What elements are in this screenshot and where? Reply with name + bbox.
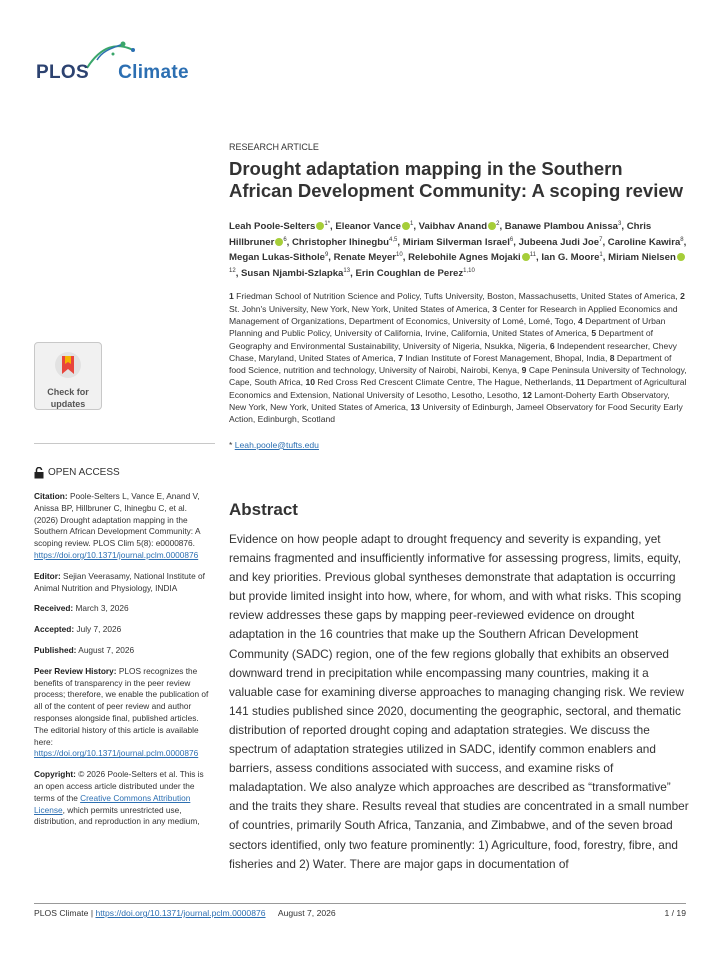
affiliation-text: Indian Institute of Forest Management, Bhopal, India,: [402, 352, 610, 363]
author: Relebohile Agnes Mojaki $^{11}$,: [408, 252, 542, 264]
author-affiliation-number: 7: [599, 236, 603, 243]
author: Leah Poole-Selters $^{1*}$,: [229, 221, 336, 233]
author-affiliation-number: 4,5: [389, 236, 398, 243]
affiliation-text: Lamont-Doherty Earth Observatory, New York, New York, United States of America,: [229, 389, 670, 413]
check-badge-label-1: Check for: [47, 387, 89, 397]
citation-doi-link[interactable]: https://doi.org/10.1371/journal.pclm.0000876: [34, 549, 199, 560]
affiliation-list: [229, 290, 687, 425]
citation: [34, 491, 212, 562]
editor-text: Sejian Veerasamy, National Institute of Animal Nutrition and Physiology, INDIA: [34, 570, 205, 593]
copyright: [34, 769, 212, 828]
logo-brand: PLOS: [36, 62, 89, 83]
affiliation-number: 8: [609, 352, 615, 363]
article-header: [229, 142, 687, 450]
citation-label: Citation:: [34, 491, 68, 501]
affiliation: [305, 377, 575, 387]
author-name: Erin Coughlan de Perez: [355, 267, 464, 279]
logo-journal-name: Climate: [118, 62, 189, 83]
author-name: Renate Meyer: [333, 252, 397, 264]
author: Chris Hillbruner $^6$,: [229, 221, 652, 248]
received: [34, 603, 212, 615]
affiliation-number: 6: [549, 340, 555, 351]
affiliation-number: 11: [575, 377, 585, 388]
author-name: Relebohile Agnes Mojaki: [408, 252, 521, 264]
author: Eleanor Vance $^1$,: [335, 221, 419, 233]
author: Christopher Ihinegbu$^{4,5}$,: [292, 236, 403, 248]
author-affiliation-number: 1,10: [463, 267, 475, 274]
published-label: Published:: [34, 644, 77, 655]
author-affiliation-number: 10: [396, 252, 403, 259]
creative-commons-link[interactable]: Creative Commons Attribution License: [34, 792, 191, 815]
author: Renate Meyer$^{10}$,: [333, 252, 409, 264]
author: Caroline Kawira$^8$,: [607, 236, 687, 248]
affiliation-text: Center for Research in Applied Economics and Management of Organizations, Department of Economics, University of Lomé, Lomé, Togo,: [229, 303, 678, 326]
author-affiliation-number: 9: [324, 252, 329, 259]
copyright-tail: , which permits unrestricted use, distribution, and reproduction in any medium,: [34, 804, 200, 827]
footer-divider: [34, 903, 686, 904]
author: Megan Lukas-Sithole$^9$,: [229, 252, 334, 264]
affiliation-text: Independent researcher, Chevy Chase, Maryland, United States of America,: [229, 340, 677, 363]
received-label: Received:: [34, 603, 74, 614]
footer-separator: |: [88, 908, 96, 918]
received-date: March 3, 2026: [75, 603, 129, 614]
affiliation-text: Red Cross Red Crescent Climate Centre, The Hague, Netherlands,: [315, 377, 576, 388]
affiliation-text: St. John's University, New York, New York, United States of America,: [229, 303, 493, 314]
affiliation: [398, 353, 610, 363]
affiliation-number: 2: [680, 291, 685, 302]
author-affiliation-number: 13: [343, 267, 351, 274]
author-affiliation-number: 1: [409, 221, 414, 227]
email-prefix: *: [229, 439, 235, 450]
author-affiliation-number: 6: [283, 236, 287, 243]
author-affiliation-number: 3: [618, 221, 622, 227]
author-name: Eleanor Vance: [335, 221, 401, 233]
affiliation-text: University of Edinburgh, Jameel Observatory for Food Security Early Action, Edinburgh, Scotland: [229, 402, 683, 425]
affiliation-text: Friedman School of Nutrition Science and Policy, Tufts University, Boston, Massachusetts, United States of America,: [233, 291, 681, 302]
editor-label: Editor:: [34, 570, 61, 581]
author: Miriam Silverman Israel$^6$,: [402, 236, 519, 248]
accepted-date: July 7, 2026: [76, 624, 122, 635]
author-list: [229, 218, 687, 280]
page-footer: [34, 908, 686, 918]
published: [34, 645, 212, 657]
author-name: Christopher Ihinegbu: [292, 236, 390, 248]
author-name: Chris Hillbruner: [229, 221, 652, 248]
affiliation-text: Department of Urban Planning and Public Policy, University of California, Irvine, California, United States of America,: [229, 315, 666, 339]
author: Jubeena Judi Joe$^7$,: [518, 236, 608, 248]
peer-review-doi-link[interactable]: https://doi.org/10.1371/journal.pclm.0000876: [34, 748, 199, 759]
author-name: Miriam Silverman Israel: [402, 236, 510, 248]
author-name: Susan Njambi-Szlapka: [241, 267, 344, 279]
copyright-text: © 2026 Poole-Selters et al. This is an open access article distributed under the terms of the: [34, 769, 204, 803]
author-affiliation-number: 6: [509, 236, 514, 243]
peer-review-history: [34, 666, 212, 760]
editor: [34, 571, 212, 595]
abstract-heading: Abstract: [229, 500, 298, 519]
author-name: Megan Lukas-Sithole: [229, 252, 325, 264]
affiliation-number: 10: [305, 377, 315, 388]
footer-date: August 7, 2026: [277, 908, 336, 918]
author: [355, 268, 474, 279]
affiliation-text: Department of food Science, nutrition and technology, University of Nairobi, Nairobi, Kenya,: [229, 352, 672, 376]
sidebar-divider: [34, 443, 215, 444]
author-affiliation-number: 8: [680, 236, 684, 243]
author: Banawe Plambou Anissa$^3$,: [504, 221, 627, 233]
author-name: Vaibhav Anand: [418, 221, 488, 233]
affiliation-number: 4: [578, 315, 583, 326]
author-affiliation-number: 2: [496, 221, 500, 227]
check-badge-label-2: updates: [50, 399, 86, 409]
author: Vaibhav Anand $^2$,: [418, 221, 505, 233]
peer-review-label: Peer Review History:: [34, 665, 117, 676]
author: Ian G. Moore$^1$,: [541, 252, 609, 264]
accepted-label: Accepted:: [34, 624, 75, 635]
email-link[interactable]: Leah.poole@tufts.edu: [234, 439, 319, 450]
affiliation-number: 9: [521, 365, 527, 376]
affiliation-number: 3: [492, 303, 498, 314]
corresponding-email: [229, 440, 687, 450]
author-name: Miriam Nielsen: [608, 252, 676, 264]
orcid-icon[interactable]: [677, 253, 685, 261]
author-name: Jubeena Judi Joe: [518, 236, 600, 248]
author-affiliation-number: 1: [599, 252, 603, 259]
author: Susan Njambi-Szlapka$^{13}$,: [241, 267, 356, 279]
author-affiliation-number: 12: [229, 267, 236, 274]
author-name: Ian G. Moore: [541, 252, 600, 264]
author-name: Caroline Kawira: [607, 236, 681, 248]
author-name: Banawe Plambou Anissa: [504, 221, 618, 233]
affiliation-number: 12: [522, 389, 532, 400]
journal-logo: [28, 40, 228, 100]
open-lock-icon: [34, 467, 44, 479]
article-sidebar: [34, 467, 212, 837]
affiliation-number: 13: [410, 402, 421, 413]
article-title: Drought adaptation mapping in the Southern African Development Community: A scoping review: [229, 158, 684, 201]
open-access-text: OPEN ACCESS: [48, 467, 120, 479]
open-access-label: [34, 467, 212, 479]
article-type: RESEARCH ARTICLE: [229, 142, 319, 152]
affiliation-text: Department of Geography and Environmental Sustainability, University of Nigeria, Nsukka, Nigeria,: [229, 328, 654, 351]
affiliation-number: 7: [398, 352, 403, 363]
abstract-text: Evidence on how people adapt to drought frequency and severity is expanding, yet remains fragmented and insufficiently informative for assessing progress, limits, equity, and key priorities. Previous global syntheses demonstrate that adaptation is occurring but provide limited insight into how, where, for whom, and with what risks. This scoping review addresses these gaps by mapping peer-reviewed evidence on drought adaptation in the 16 countries that make up the Southern African Development Community (SADC) region, one of the few regions globally that exhibits an observed downward trend in precipitation while encompassing many countries, making it a valuable case for examining diverse approaches to managing changing risk. We review 141 studies published since 2020, documenting the geographic, sectoral, and thematic distribution of reported drought coping and adaptation strategies. We discuss the spectrum of adaptation strategies utilized in SADC, identify common enablers and barriers, assess conditions associated with success, and examine risks of maladaptation. We also analyze which approaches are described as “transformative” and the traits they share. Results reveal that studies are concentrated in a small number of countries, primarily South Africa, Tanzania, and Zimbabwe, and of the seven broad sectors identified, only two feature prominently: 1) Agriculture, food, forestry, fibre, and fisheries and 2) Water. There are major gaps in documentation of: [229, 532, 689, 871]
affiliation-number: 1: [229, 291, 234, 302]
author: Miriam Nielsen$^{12}$,: [229, 252, 685, 279]
page-number: 1 / 19: [664, 908, 686, 918]
orcid-icon[interactable]: [402, 222, 410, 230]
logo-text: [36, 62, 189, 84]
check-for-updates-badge[interactable]: [34, 342, 102, 410]
bookmark-icon: [53, 350, 83, 380]
copyright-label: Copyright:: [34, 769, 76, 780]
orcid-icon[interactable]: [522, 253, 530, 261]
peer-review-text: PLOS recognizes the benefits of transparency in the peer review process; therefore, we enable the publication of all of the content of peer review and author responses alongside final, published articles. The editorial history of this article is available here:: [34, 665, 209, 747]
citation-text: Poole-Selters L, Vance E, Anand V, Anissa BP, Hillbruner C, Ihinegbu C, et al. (2026) Drought adaptation mapping in the Southern African Development Community: A scoping review. PLOS Clim 5(8): e0000876.: [34, 491, 201, 549]
footer-doi-link[interactable]: https://doi.org/10.1371/journal.pclm.0000876: [95, 908, 266, 918]
affiliation-number: 5: [591, 328, 597, 339]
accepted: [34, 624, 212, 636]
published-date: August 7, 2026: [78, 644, 135, 655]
author-name: Leah Poole-Selters: [229, 221, 316, 233]
author-affiliation-number: 1*: [324, 221, 331, 227]
footer-journal: PLOS Climate: [34, 908, 89, 918]
orcid-icon[interactable]: [488, 222, 496, 230]
affiliation-text: Cape Peninsula University of Technology, Cape, South Africa,: [229, 365, 687, 388]
affiliation: [229, 291, 680, 301]
affiliation-text: Department of Agricultural Economics and Extension, National University of Lesotho, Lesotho, Lesotho,: [229, 377, 687, 400]
author-affiliation-number: 11: [529, 252, 536, 259]
